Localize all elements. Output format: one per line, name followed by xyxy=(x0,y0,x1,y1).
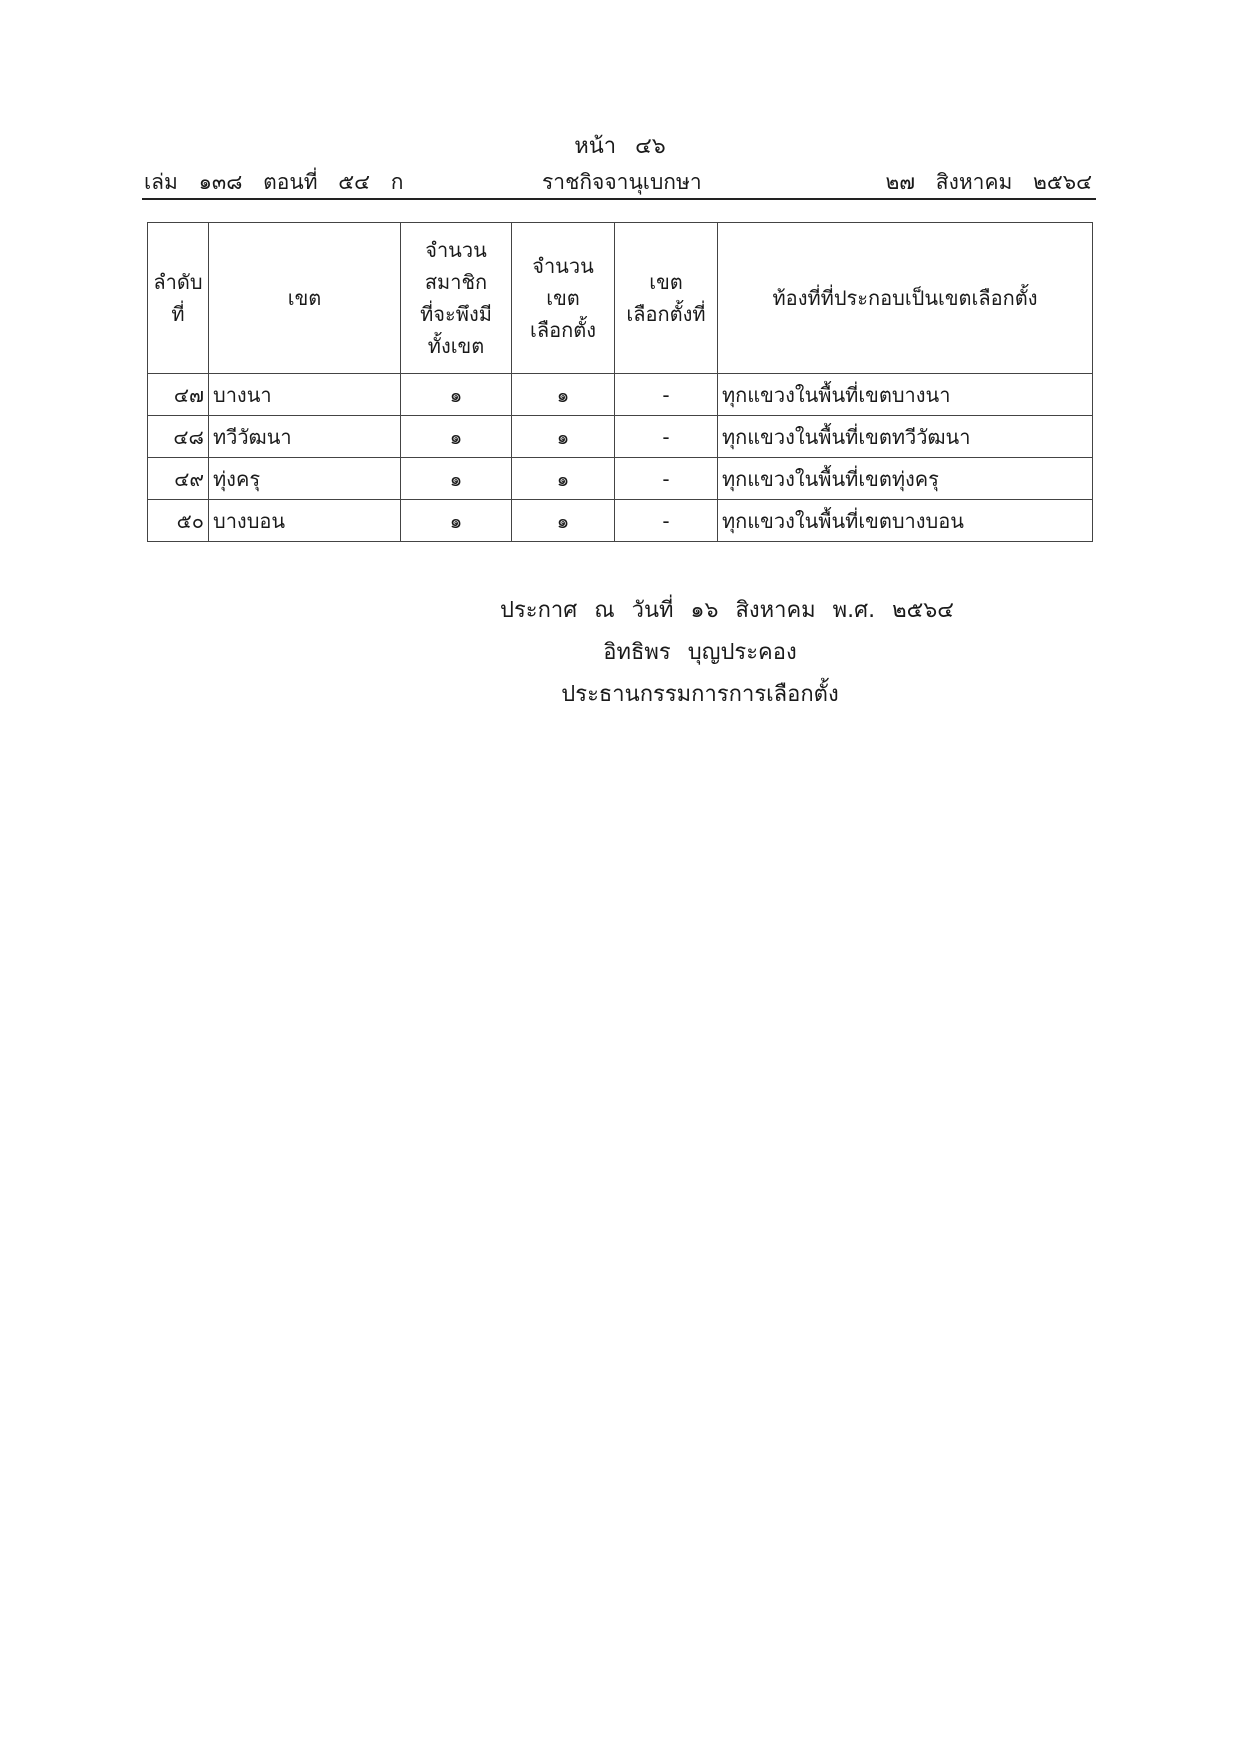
row-district: ทุ่งครุ xyxy=(209,458,401,500)
electoral-district-table xyxy=(147,222,1093,542)
row-zones: ๑ xyxy=(512,416,615,458)
header-members-line2: สมาชิก xyxy=(424,270,488,294)
row-members: ๑ xyxy=(401,374,512,416)
table-row xyxy=(148,374,1093,416)
row-district: ทวีวัฒนา xyxy=(209,416,401,458)
header-seq xyxy=(148,223,209,374)
publication-date: ๒๗ สิงหาคม ๒๕๖๔ xyxy=(885,170,1092,194)
row-members: ๑ xyxy=(401,500,512,542)
row-seq: ๔๙ xyxy=(148,458,209,500)
row-area: ทุกแขวงในพื้นที่เขตบางนา xyxy=(718,374,1093,416)
header-zone-number xyxy=(615,223,718,374)
header-zone-number-line2: เลือกตั้งที่ xyxy=(626,302,706,326)
row-members: ๑ xyxy=(401,458,512,500)
row-zone-number: - xyxy=(615,500,718,542)
header-members-line4: ทั้งเขต xyxy=(427,334,485,358)
header-members-line3: ที่จะพึงมี xyxy=(420,302,492,326)
row-area: ทุกแขวงในพื้นที่เขตบางบอน xyxy=(718,500,1093,542)
row-zones: ๑ xyxy=(512,458,615,500)
header-members-line1: จำนวน xyxy=(425,238,487,262)
header-zones-line1: จำนวน xyxy=(532,254,594,278)
row-area: ทุกแขวงในพื้นที่เขตทวีวัฒนา xyxy=(718,416,1093,458)
header-zones-line3: เลือกตั้ง xyxy=(530,318,596,342)
row-district: บางบอน xyxy=(209,500,401,542)
gazette-header xyxy=(142,164,1096,200)
table-row xyxy=(148,416,1093,458)
announcement-footer xyxy=(440,590,960,716)
table-header-row xyxy=(148,223,1093,374)
row-zones: ๑ xyxy=(512,374,615,416)
announcement-date: ประกาศ ณ วันที่ ๑๖ สิงหาคม พ.ศ. ๒๕๖๔ xyxy=(500,598,954,623)
row-zones: ๑ xyxy=(512,500,615,542)
table-row xyxy=(148,458,1093,500)
volume-issue: เล่ม ๑๓๘ ตอนที่ ๕๔ ก xyxy=(144,170,404,194)
signatory-name: อิทธิพร บุญประคอง xyxy=(603,640,797,665)
header-area: ท้องที่ที่ประกอบเป็นเขตเลือกตั้ง xyxy=(718,223,1093,374)
row-zone-number: - xyxy=(615,458,718,500)
row-zone-number: - xyxy=(615,416,718,458)
signatory-title: ประธานกรรมการการเลือกตั้ง xyxy=(561,682,839,707)
header-zone-number-line1: เขต xyxy=(649,270,683,294)
page-number: หน้า ๔๖ xyxy=(574,134,666,159)
header-zones-line2: เขต xyxy=(546,286,580,310)
row-zone-number: - xyxy=(615,374,718,416)
table-row xyxy=(148,500,1093,542)
header-members xyxy=(401,223,512,374)
header-seq-line1: ลำดับ xyxy=(153,270,203,294)
row-district: บางนา xyxy=(209,374,401,416)
row-members: ๑ xyxy=(401,416,512,458)
gazette-title: ราชกิจจานุเบกษา xyxy=(542,170,702,194)
row-area: ทุกแขวงในพื้นที่เขตทุ่งครุ xyxy=(718,458,1093,500)
row-seq: ๔๗ xyxy=(148,374,209,416)
row-seq: ๔๘ xyxy=(148,416,209,458)
header-seq-line2: ที่ xyxy=(171,302,185,326)
header-zones xyxy=(512,223,615,374)
header-district: เขต xyxy=(209,223,401,374)
row-seq: ๕๐ xyxy=(148,500,209,542)
